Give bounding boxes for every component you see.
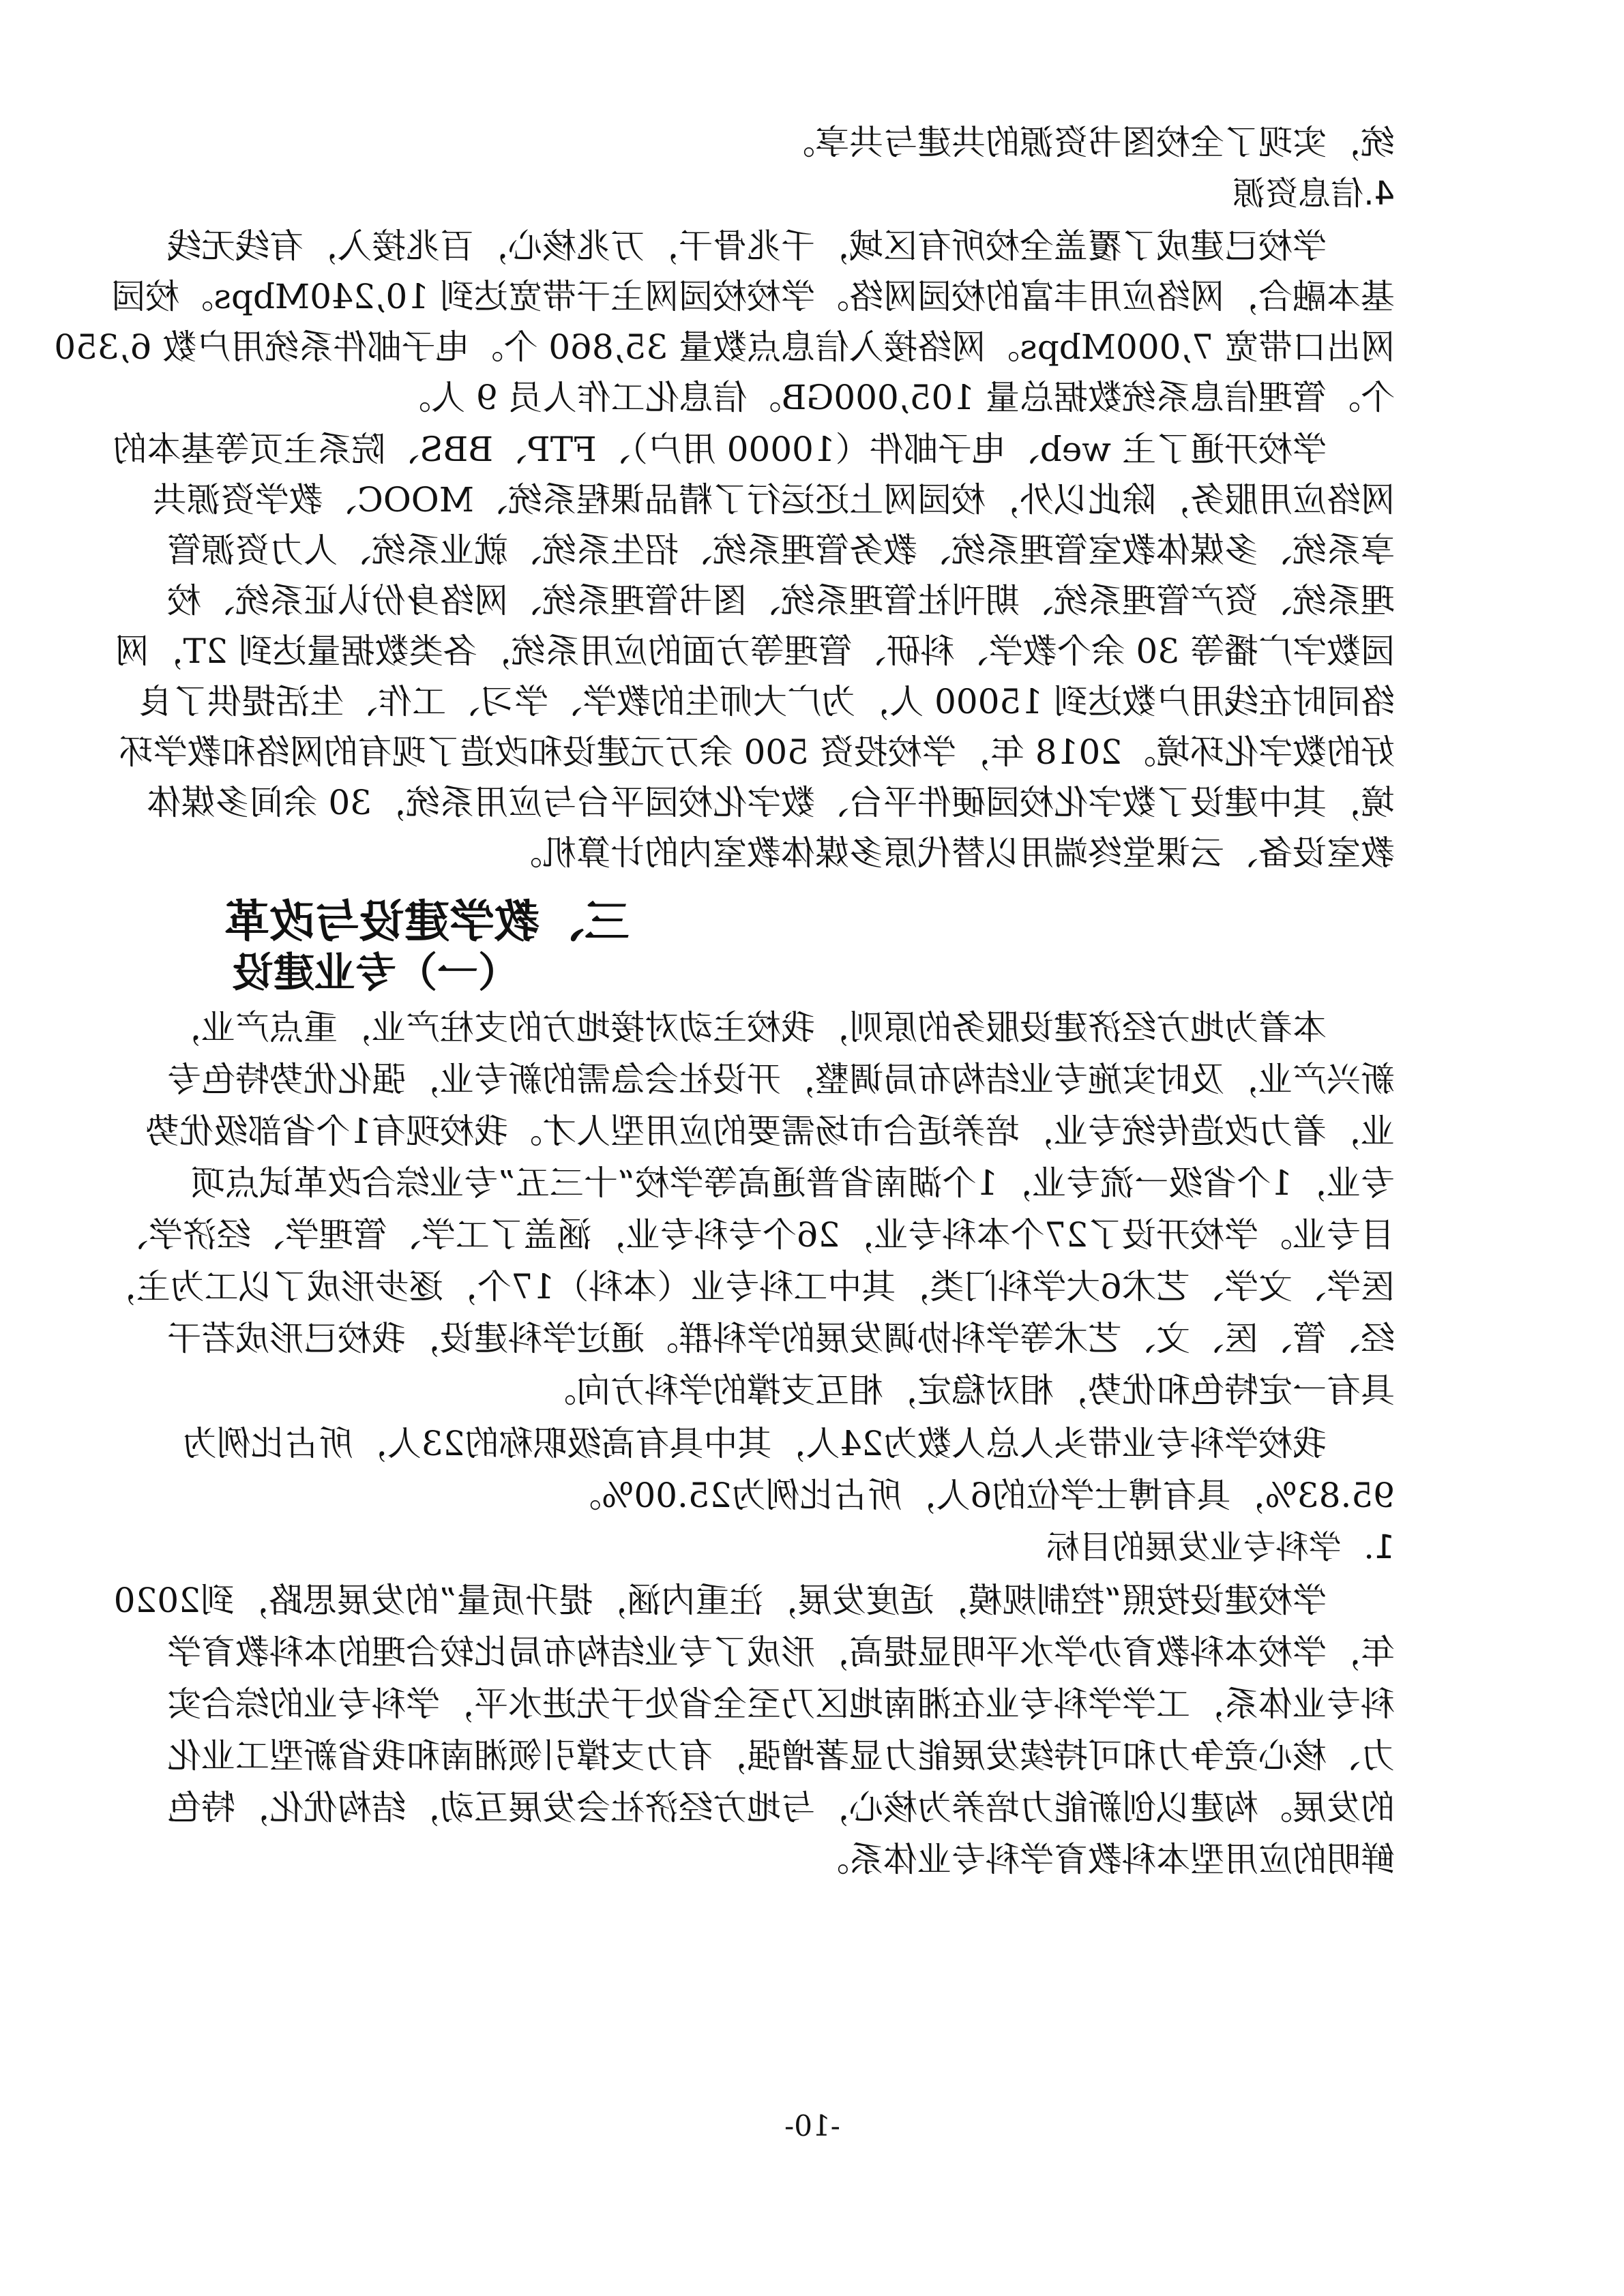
text-line: 我校学科专业带头人总人数为24人，其中具有高级职称的23人，所占比例为 [182,1424,1327,1463]
text-line: 业，着力改造传统专业，培养适合市场需要的应用型人才。我校现有1个省部级优势 [145,1112,1395,1151]
text-line: 享系统、多媒体教室管理系统、教务管理系统、招生系统、就业系统、人力资源管 [167,531,1395,570]
text-line: 教室设备、云课堂终端用以替代原多媒体教室内的计算机。 [508,833,1395,873]
text-line: 网络应用服务，除此以外，校园网上还运行了精品课程系统、MOOC、教学资源共 [152,480,1395,520]
subsection-heading: （一）专业建设 [233,949,519,997]
text-line: 学校已建成了覆盖全校所有区域，千兆骨干，万兆核心，百兆接入，有线无线 [167,226,1327,266]
text-line: 境，其中建设了数字化校园硬件平台、数字化校园平台与应用系统，30 余间多媒体 [147,783,1395,822]
text-line: 医学、文学、艺术6大学科门类，其中工科专业（本科）17个，逐步形成了以工为主， [102,1267,1395,1307]
text-line: 目专业。学校开设了27个本科专业，26个专科专业，涵盖了工学、管理学、经济学、 [114,1215,1395,1255]
text-line: 经、管、医、文、艺术等学科协调发展的学科群。通过学科建设，我校已形成若干 [167,1319,1395,1358]
text-line: 的发展。构建以创新能力培养为核心，与地方经济社会发展互动，结构优化，特色 [167,1788,1395,1828]
text-line: 年，学校本科教育办学水平明显提高，形成了专业结构布局比较合理的本科教育学 [167,1632,1395,1672]
text-line: 新兴产业，及时实施专业结构布局调整，开设社会急需的新专业，强化优势特色专 [167,1060,1395,1099]
text-line: 络同时在线用户数达到 15000 人，为广大师生的教学、学习、工作、生活提供了良 [139,682,1395,721]
text-line: 科专业体系，工学学科专业在湘南地区乃至全省处于先进水平，学科专业的综合实 [167,1684,1395,1724]
text-line: 基本融合，网络应用丰富的校园网络。学校校园网主干带宽达到 10,240Mbps。校园 [111,277,1395,316]
text-line: 个。管理信息系统数据总量 105,000GB。信息化工作人员 9 人。 [397,378,1395,417]
text-line: 具有一定特色和优势，相对稳定，相互支撑的学科方向。 [542,1371,1395,1410]
chapter-heading: 三、教学建设与改革 [224,895,630,948]
text-line: 学校建设按照“控制规模，适度发展，注重内涵，提升质量”的发展思路，到2020 [113,1581,1327,1620]
text-line: 园数字广播等 30 余个教学、科研、管理等方面的应用系统，各类数据量达到 2T，网 [115,631,1395,671]
text-line: 专业，1个省级一流专业，1个湖南省普通高等学校“十三五”专业综合改革试点项 [191,1163,1395,1203]
text-line: 好的数字化环境。2018 年，学校投资 500 余万元建设和改造了现有的网络和教学环 [119,732,1395,772]
text-line: 统，实现了全校图书资源的共建与共享。 [781,123,1395,162]
text-line: 学校开通了主 web、电子邮件（10000 用户）、FTP、BBS、院系主页等基本的 [113,430,1327,469]
text-line: 理系统、资产管理系统、期刊社管理系统、图书管理系统、网络身份认证系统、校 [167,581,1395,621]
section-heading: 1．学科专业发展的目标 [1046,1528,1395,1566]
text-line: 鲜明的应用型本科教育学科专业体系。 [815,1840,1395,1879]
text-line: 本着为地方经济建设服务的原则，我校主动对接地方的支柱产业，重点产业， [167,1008,1327,1047]
text-line: 力、核心竞争力和可持续发展能力显著增强，有力支撑引领湘南和我省新型工业化 [167,1736,1395,1776]
page-number: -10- [784,2109,840,2143]
text-line: 95.83%，具有博士学位的6人，所占比例为25.00%。 [567,1476,1395,1515]
text-line: 网出口带宽 7,000Mbps。网络接入信息点数量 35,860 个。电子邮件系统用户数 6,350 [54,327,1395,367]
section-heading: 4.信息资源 [1232,175,1395,213]
